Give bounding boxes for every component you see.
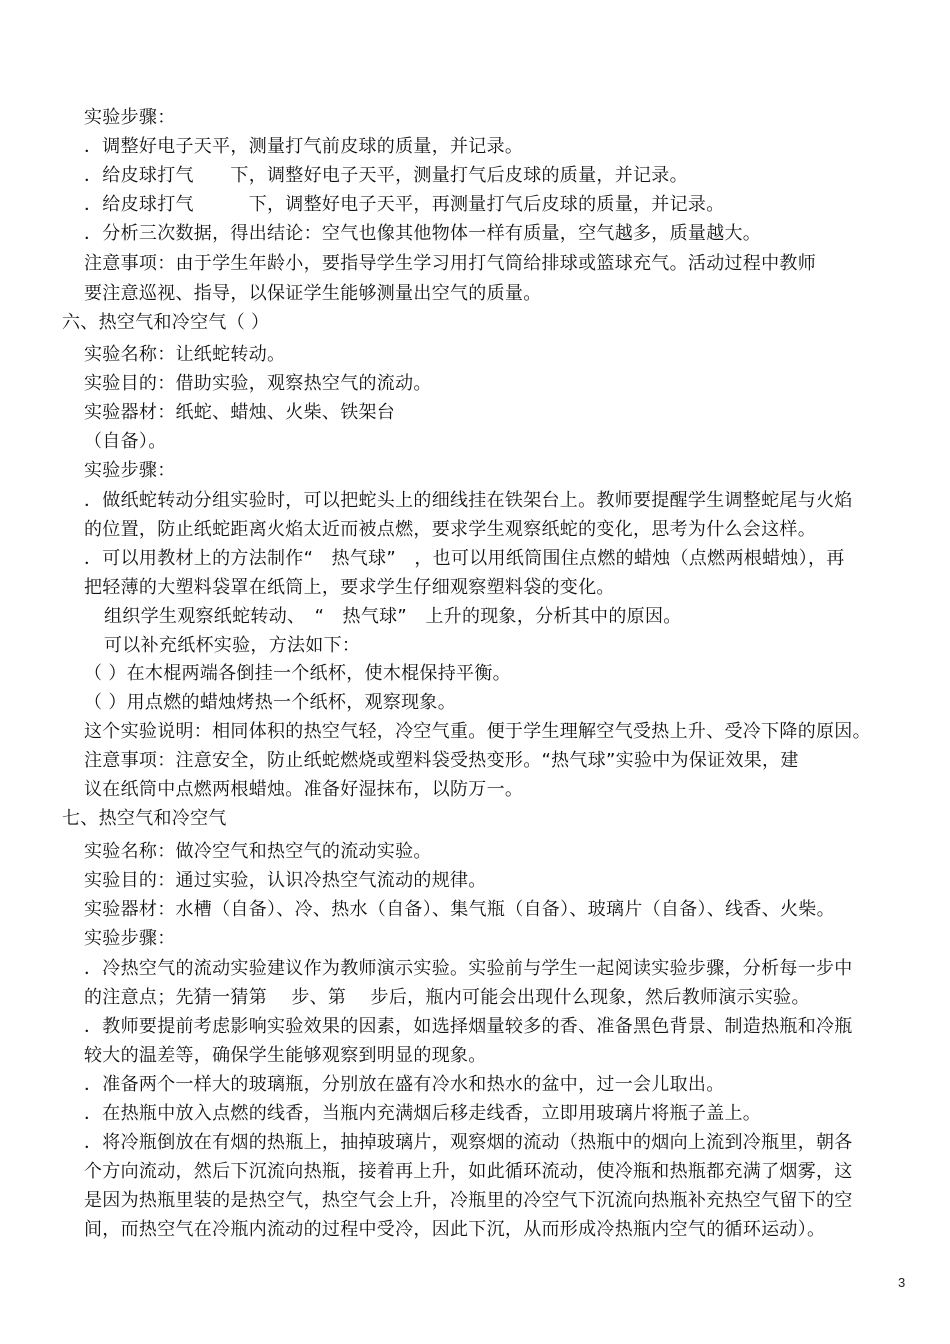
text-line: 这个实验说明：相同体积的热空气轻，冷空气重。便于学生理解空气受热上升、受冷下降的原因。 bbox=[84, 721, 871, 742]
page-number: 3 bbox=[898, 1275, 906, 1290]
text-line: 议在纸筒中点燃两根蜡烛。准备好湿抹布，以防万一。 bbox=[84, 779, 524, 800]
text-line: 组织学生观察纸蛇转动、 “ 热气球” 上升的现象，分析其中的原因。 bbox=[104, 606, 682, 627]
text-line: ．分析三次数据，得出结论：空气也像其他物体一样有质量，空气越多，质量越大。 bbox=[84, 223, 762, 244]
text-line: ．可以用教材上的方法制作“ 热气球” ，也可以用纸筒围住点燃的蜡烛（点燃两根蜡烛），再 bbox=[84, 548, 845, 569]
text-line: 较大的温差等，确保学生能够观察到明显的现象。 bbox=[84, 1045, 487, 1066]
text-line: 实验目的：通过实验，认识冷热空气流动的规律。 bbox=[84, 870, 487, 891]
text-line: 实验名称：做冷空气和热空气的流动实验。 bbox=[84, 841, 432, 862]
text-line: 把轻薄的大塑料袋罩在纸筒上，要求学生仔细观察塑料袋的变化。 bbox=[84, 577, 615, 598]
text-line: 实验步骤： bbox=[84, 107, 176, 128]
text-line: 注意事项：由于学生年龄小，要指导学生学习用打气筒给排球或篮球充气。活动过程中教师 bbox=[84, 253, 816, 274]
text-line: 实验器材：水槽（自备）、冷、热水（自备）、集气瓶（自备）、玻璃片（自备）、线香、火柴。 bbox=[84, 899, 835, 920]
text-line: ．在热瓶中放入点燃的线香，当瓶内充满烟后移走线香，立即用玻璃片将瓶子盖上。 bbox=[84, 1103, 762, 1124]
text-line: 可以补充纸杯实验，方法如下： bbox=[104, 635, 361, 656]
text-line: ．做纸蛇转动分组实验时，可以把蛇头上的细线挂在铁架台上。教师要提醒学生调整蛇尾与火焰 bbox=[84, 490, 853, 511]
text-line: 的注意点；先猜一猜第 步、第 步后，瓶内可能会出现什么现象，然后教师演示实验。 bbox=[84, 987, 810, 1008]
text-line: ．准备两个一样大的玻璃瓶，分别放在盛有冷水和热水的盆中，过一会儿取出。 bbox=[84, 1074, 725, 1095]
text-line: ．教师要提前考虑影响实验效果的因素，如选择烟量较多的香、准备黑色背景、制造热瓶和冷瓶 bbox=[84, 1016, 853, 1037]
text-line: 注意事项：注意安全，防止纸蛇燃烧或塑料袋受热变形。“热气球”实验中为保证效果，建 bbox=[84, 750, 799, 771]
section-heading: 六、热空气和冷空气（ ） bbox=[62, 312, 270, 333]
section-heading: 七、热空气和冷空气 bbox=[62, 808, 227, 829]
text-line: ．将冷瓶倒放在有烟的热瓶上，抽掉玻璃片，观察烟的流动（热瓶中的烟向上流到冷瓶里，朝各 bbox=[84, 1132, 853, 1153]
text-line: （ ）用点燃的蜡烛烤热一个纸杯，观察现象。 bbox=[84, 692, 457, 713]
text-line: ．调整好电子天平，测量打气前皮球的质量，并记录。 bbox=[84, 136, 524, 157]
text-line: 要注意巡视、指导，以保证学生能够测量出空气的质量。 bbox=[84, 283, 542, 304]
text-line: 是因为热瓶里装的是热空气，热空气会上升，冷瓶里的冷空气下沉流向热瓶补充热空气留下的空 bbox=[84, 1190, 853, 1211]
text-line: 实验目的：借助实验，观察热空气的流动。 bbox=[84, 373, 432, 394]
text-line: ．给皮球打气 下，调整好电子天平，再测量打气后皮球的质量，并记录。 bbox=[84, 194, 725, 215]
text-line: （ ）在木棍两端各倒挂一个纸杯，使木棍保持平衡。 bbox=[84, 663, 511, 684]
text-line: 间，而热空气在冷瓶内流动的过程中受冷，因此下沉，从而形成冷热瓶内空气的循环运动）。 bbox=[84, 1219, 826, 1240]
text-line: 的位置，防止纸蛇距离火焰太近而被点燃，要求学生观察纸蛇的变化，思考为什么会这样。 bbox=[84, 519, 816, 540]
text-line: 实验器材：纸蛇、蜡烛、火柴、铁架台 bbox=[84, 402, 396, 423]
text-line: 实验步骤： bbox=[84, 460, 176, 481]
text-line: ．冷热空气的流动实验建议作为教师演示实验。实验前与学生一起阅读实验步骤，分析每一步中 bbox=[84, 958, 853, 979]
text-line: 实验名称：让纸蛇转动。 bbox=[84, 344, 286, 365]
text-line: （自备）。 bbox=[84, 431, 167, 452]
text-line: 实验步骤： bbox=[84, 928, 176, 949]
text-line: 个方向流动，然后下沉流向热瓶，接着再上升，如此循环流动，使冷瓶和热瓶都充满了烟雾，这 bbox=[84, 1161, 853, 1182]
text-line: ．给皮球打气 下，调整好电子天平，测量打气后皮球的质量，并记录。 bbox=[84, 165, 688, 186]
